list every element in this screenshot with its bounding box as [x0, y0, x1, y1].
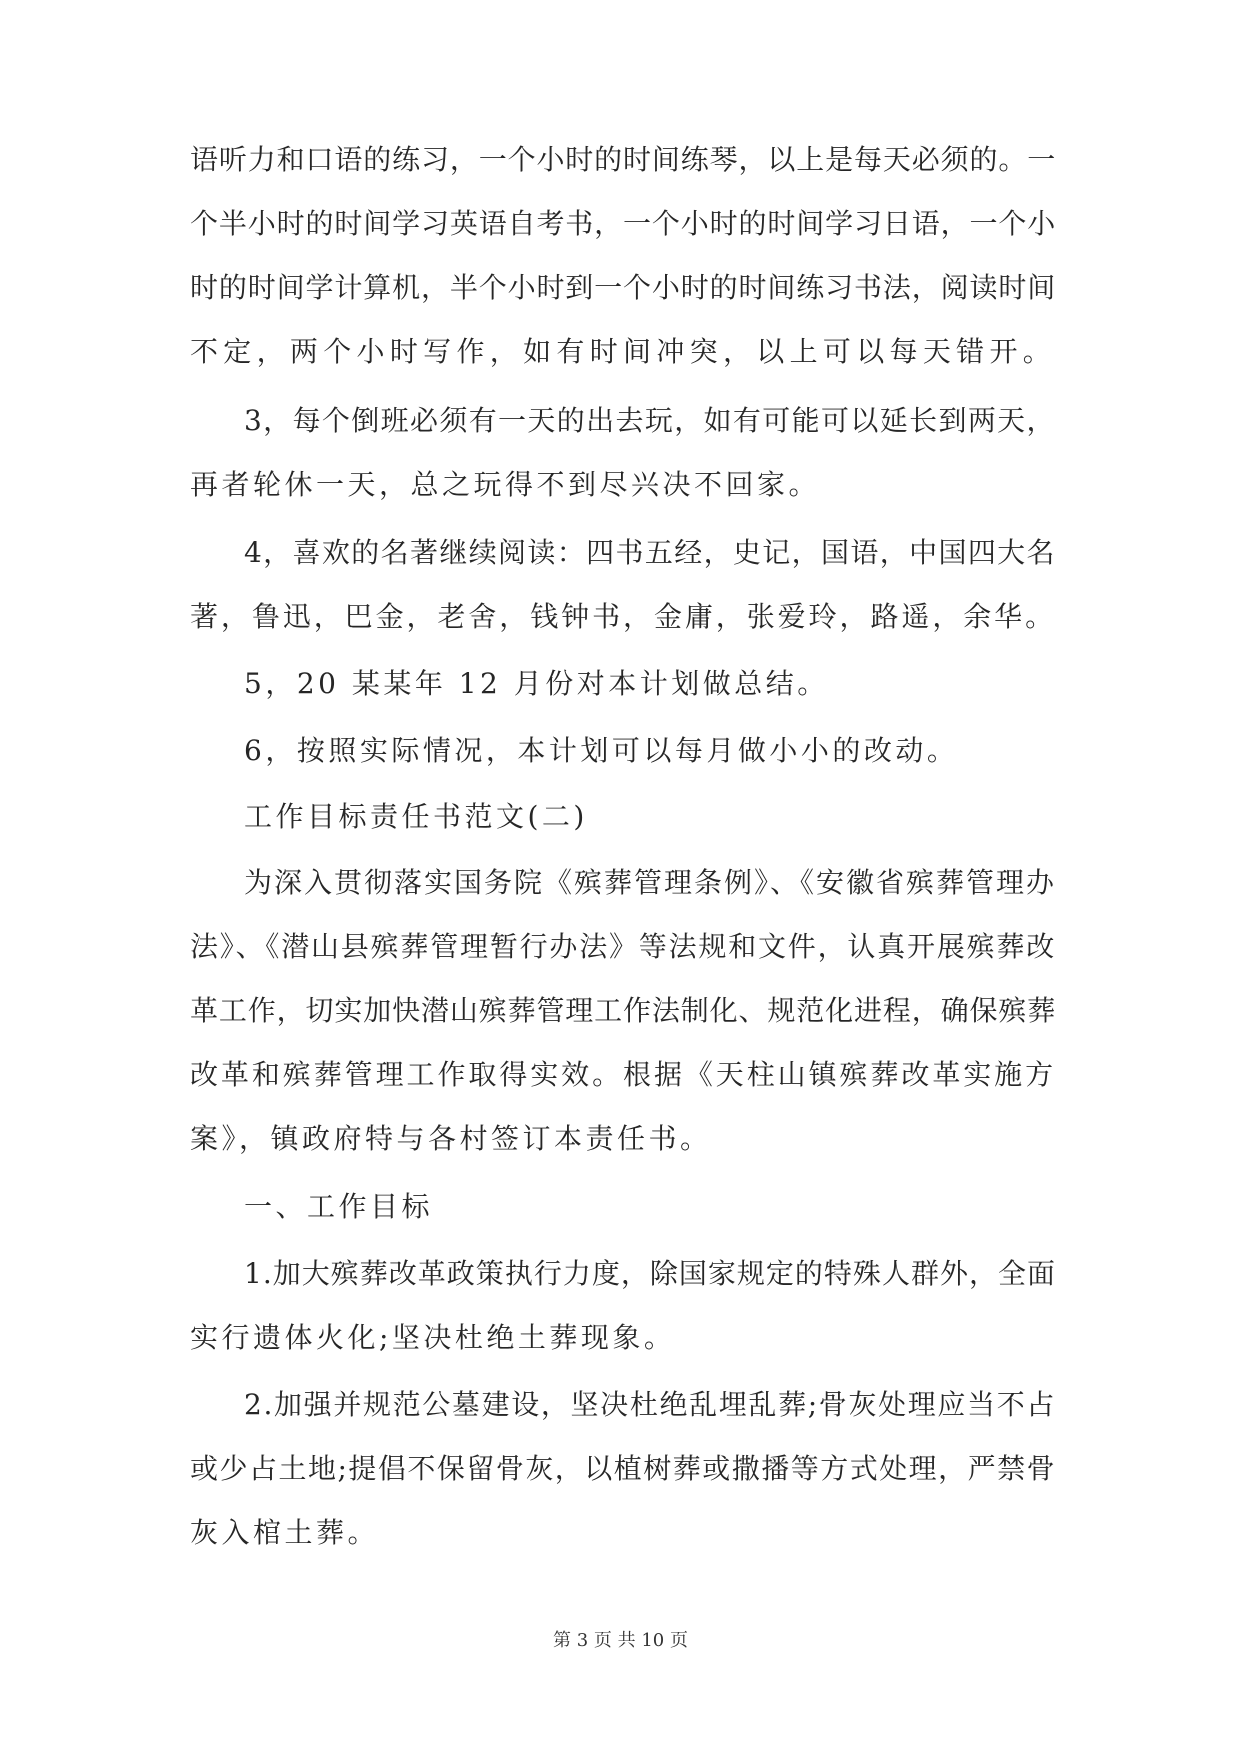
text-line	[0, 1115, 1241, 1163]
text-line	[0, 1509, 1241, 1557]
text-line	[0, 987, 1241, 1035]
text-line	[0, 529, 1241, 577]
text-line	[0, 923, 1241, 971]
text-line-content: 著，鲁迅，巴金，老舍，钱钟书，金庸，张爱玲，路遥，余华。	[190, 600, 1057, 633]
text-line-content: 或少占土地;提倡不保留骨灰，以植树葬或撒播等方式处理，严禁骨	[190, 1452, 1057, 1485]
text-line	[0, 461, 1241, 509]
text-line-content: 5，20 某某年 12 月份对本计划做总结。	[244, 667, 829, 700]
text-line-content: 一、工作目标	[244, 1190, 434, 1223]
page-number-footer: 第 3 页 共 10 页	[553, 1630, 688, 1651]
text-line	[0, 1051, 1241, 1099]
text-line-content: 个半小时的时间学习英语自考书，一个小时的时间学习日语，一个小	[190, 207, 1057, 240]
text-line	[0, 1314, 1241, 1362]
text-line	[0, 328, 1241, 376]
section-heading	[0, 793, 1241, 841]
text-line-content: 语听力和口语的练习，一个小时的时间练琴，以上是每天必须的。一	[190, 143, 1057, 176]
text-line	[0, 200, 1241, 248]
text-line	[0, 264, 1241, 312]
text-line	[0, 593, 1241, 641]
text-line	[0, 1250, 1241, 1298]
text-line	[0, 660, 1241, 708]
text-line-content: 工作目标责任书范文(二)	[244, 800, 588, 833]
text-line	[0, 859, 1241, 907]
text-line	[0, 727, 1241, 775]
text-line	[0, 136, 1241, 184]
text-line-content: 再者轮休一天，总之玩得不到尽兴决不回家。	[190, 468, 821, 501]
text-line	[0, 1445, 1241, 1493]
text-line-content: 6，按照实际情况，本计划可以每月做小小的改动。	[244, 734, 959, 767]
text-line-content: 革工作，切实加快潜山殡葬管理工作法制化、规范化进程，确保殡葬	[190, 994, 1057, 1027]
text-line-content: 法》、《潜山县殡葬管理暂行办法》等法规和文件，认真开展殡葬改	[190, 930, 1057, 963]
text-line-content: 为深入贯彻落实国务院《殡葬管理条例》、《安徽省殡葬管理办	[244, 866, 1057, 899]
text-line-content: 改革和殡葬管理工作取得实效。根据《天柱山镇殡葬改革实施方	[190, 1058, 1057, 1091]
subsection-heading	[0, 1183, 1241, 1231]
text-line-content: 1.加大殡葬改革政策执行力度，除国家规定的特殊人群外，全面	[244, 1257, 1057, 1290]
text-line-content: 4，喜欢的名著继续阅读：四书五经，史记，国语，中国四大名	[244, 536, 1056, 569]
text-line-content: 2.加强并规范公墓建设，坚决杜绝乱埋乱葬;骨灰处理应当不占	[244, 1388, 1057, 1421]
text-line-content: 不定，两个小时写作，如有时间冲突，以上可以每天错开。	[190, 335, 1057, 368]
text-line	[0, 1381, 1241, 1429]
text-line-content: 案》，镇政府特与各村签订本责任书。	[190, 1122, 712, 1155]
text-line	[0, 397, 1241, 445]
text-line-content: 时的时间学计算机，半个小时到一个小时的时间练习书法，阅读时间	[190, 271, 1057, 304]
text-line-content: 3，每个倒班必须有一天的出去玩，如有可能可以延长到两天，	[244, 404, 1056, 437]
text-line-content: 灰入棺土葬。	[190, 1516, 380, 1549]
text-line-content: 实行遗体火化;坚决杜绝土葬现象。	[190, 1321, 676, 1354]
